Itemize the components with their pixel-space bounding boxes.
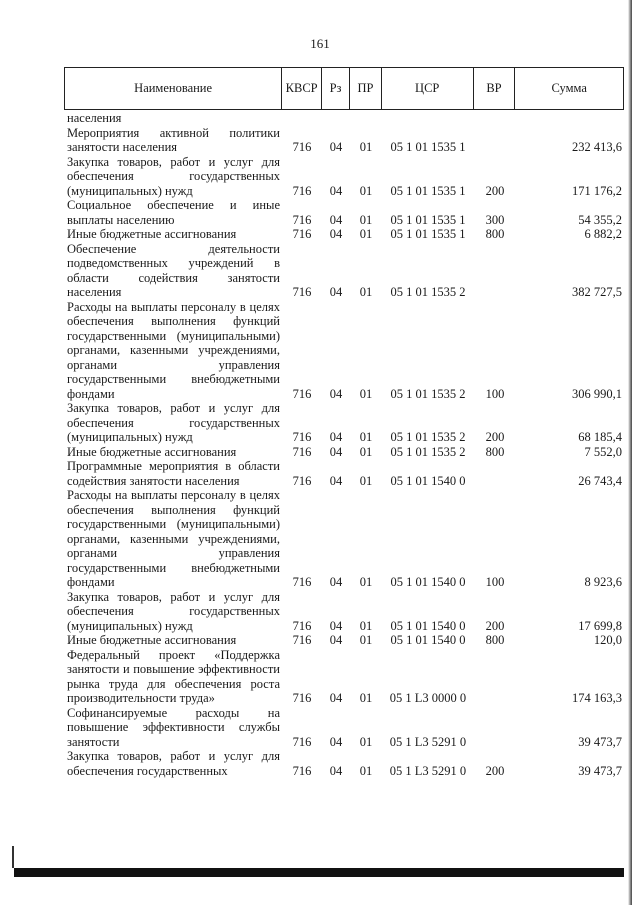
table-body [64, 111, 624, 778]
row-sum: 8 923,6 [584, 575, 622, 589]
row-rz: 04 [329, 386, 343, 401]
row-rz: 04 [329, 444, 343, 459]
header-pr: ПР [350, 68, 382, 109]
row-rz: 04 [329, 473, 343, 488]
row-name: Иные бюджетные ассигнования [67, 633, 237, 647]
table-row [64, 648, 624, 706]
row-rz: 04 [329, 227, 343, 241]
row-pr: 01 [359, 691, 373, 705]
row-kvsr: 716 [292, 633, 312, 647]
row-sum: 39 473,7 [578, 734, 622, 749]
row-csr: 05 1 L3 0000 0 [389, 691, 467, 705]
row-sum: 306 990,1 [572, 386, 622, 401]
table-header [64, 67, 624, 110]
page-number: 161 [310, 36, 330, 51]
row-rz: 04 [329, 618, 343, 633]
table-row [64, 242, 624, 300]
row-csr: 05 1 01 1535 1 [390, 212, 466, 227]
table-row [64, 126, 624, 155]
table-row [64, 401, 624, 445]
row-kvsr: 716 [292, 183, 312, 198]
table-row [64, 706, 624, 750]
table-row [64, 749, 624, 778]
row-pr: 01 [359, 633, 373, 647]
row-rz: 04 [329, 633, 343, 647]
row-csr: 05 1 01 1535 2 [390, 386, 466, 401]
row-rz: 04 [329, 285, 343, 299]
row-name: Расходы на выплаты персоналу в целях обеспечения выполнения функций государственными (муниципальными) органами, казенными учреждениями, органами управления государственными внебюджетными фондами [67, 488, 280, 589]
row-csr: 05 1 01 1535 2 [390, 285, 466, 299]
row-pr: 01 [359, 183, 373, 198]
row-pr: 01 [359, 763, 373, 778]
row-vr: 100 [485, 575, 505, 589]
row-kvsr: 716 [292, 227, 312, 241]
row-kvsr: 716 [292, 285, 312, 299]
row-vr: 800 [485, 633, 505, 647]
row-name: Закупка товаров, работ и услуг для обеспечения государственных [67, 749, 280, 778]
scan-right-edge [628, 0, 632, 905]
row-sum: 7 552,0 [584, 444, 622, 459]
row-sum: 382 727,5 [572, 285, 622, 299]
header-name: Наименование [65, 68, 282, 109]
row-sum: 68 185,4 [578, 430, 622, 444]
row-kvsr: 716 [292, 473, 312, 488]
row-rz: 04 [329, 430, 343, 444]
row-pr: 01 [359, 575, 373, 589]
row-vr: 100 [485, 386, 505, 401]
row-pr: 01 [359, 734, 373, 749]
row-name: Федеральный проект «Поддержка занятости и повышение эффективности рынка труда для обеспечения роста производительности труда» [67, 647, 280, 705]
row-sum: 39 473,7 [578, 763, 622, 778]
table-row [64, 111, 624, 126]
row-vr: 200 [485, 183, 505, 198]
row-csr: 05 1 01 1535 2 [390, 430, 466, 444]
header-csr: ЦСР [382, 68, 474, 109]
row-pr: 01 [359, 618, 373, 633]
row-name: Софинансируемые расходы на повышение эффективности службы занятости [67, 705, 280, 749]
row-vr: 300 [485, 212, 505, 227]
table-row [64, 488, 624, 590]
row-kvsr: 716 [292, 618, 312, 633]
scan-bottom-edge [14, 868, 624, 877]
row-vr: 200 [485, 763, 505, 778]
row-sum: 171 176,2 [572, 183, 622, 198]
row-pr: 01 [359, 227, 373, 241]
row-rz: 04 [329, 691, 343, 705]
row-kvsr: 716 [292, 763, 312, 778]
row-name: Закупка товаров, работ и услуг для обеспечения государственных (муниципальных) нужд [67, 401, 280, 444]
row-csr: 05 1 L3 5291 0 [389, 734, 467, 749]
table-row [64, 633, 624, 648]
row-sum: 120,0 [593, 633, 622, 647]
row-csr: 05 1 01 1535 1 [390, 140, 466, 154]
header-sum: Сумма [551, 81, 587, 95]
row-name: Закупка товаров, работ и услуг для обеспечения государственных (муниципальных) нужд [67, 154, 280, 198]
table-row [64, 155, 624, 199]
row-pr: 01 [359, 473, 373, 488]
row-vr: 800 [485, 444, 505, 459]
row-rz: 04 [329, 734, 343, 749]
row-vr: 200 [485, 430, 505, 444]
row-csr: 05 1 01 1540 0 [390, 633, 466, 647]
row-sum: 174 163,3 [572, 691, 622, 705]
row-csr: 05 1 L3 5291 0 [389, 763, 467, 778]
row-csr: 05 1 01 1535 2 [390, 444, 466, 459]
row-rz: 04 [329, 183, 343, 198]
header-kvsr: КВСР [282, 68, 322, 109]
row-name: Социальное обеспечение и иные выплаты населению [67, 198, 280, 227]
row-kvsr: 716 [292, 140, 312, 154]
row-rz: 04 [329, 212, 343, 227]
row-csr: 05 1 01 1535 1 [390, 183, 466, 198]
row-name: населения [67, 111, 122, 125]
table-row [64, 445, 624, 460]
row-name: Мероприятия активной политики занятости населения [67, 125, 280, 154]
row-kvsr: 716 [292, 212, 312, 227]
row-sum: 54 355,2 [578, 212, 622, 227]
header-vr: ВР [474, 68, 516, 109]
row-vr: 800 [485, 227, 505, 241]
row-kvsr: 716 [292, 691, 312, 705]
row-pr: 01 [359, 430, 373, 444]
row-name: Расходы на выплаты персоналу в целях обеспечения выполнения функций государственными (муниципальными) органами, казенными учреждениями, органами управления государственными внебюджетными фондами [67, 299, 280, 401]
row-pr: 01 [359, 140, 373, 154]
row-csr: 05 1 01 1540 0 [390, 618, 466, 633]
row-name: Программные мероприятия в области содействия занятости населения [67, 459, 280, 488]
row-rz: 04 [329, 140, 343, 154]
row-pr: 01 [359, 444, 373, 459]
row-name: Обеспечение деятельности подведомственных учреждений в области содействия занятости населения [67, 241, 280, 299]
table-row [64, 590, 624, 634]
row-sum: 6 882,2 [584, 227, 622, 241]
row-rz: 04 [329, 763, 343, 778]
row-kvsr: 716 [292, 430, 312, 444]
row-pr: 01 [359, 212, 373, 227]
row-name: Иные бюджетные ассигнования [67, 227, 237, 241]
row-csr: 05 1 01 1535 1 [390, 227, 466, 241]
row-kvsr: 716 [292, 386, 312, 401]
header-rz: Рз [322, 68, 350, 109]
row-kvsr: 716 [292, 575, 312, 589]
table-row [64, 300, 624, 402]
row-kvsr: 716 [292, 444, 312, 459]
row-vr: 200 [485, 618, 505, 633]
row-name: Иные бюджетные ассигнования [67, 444, 237, 459]
row-sum: 232 413,6 [572, 140, 622, 154]
table-row [64, 198, 624, 227]
row-name: Закупка товаров, работ и услуг для обеспечения государственных (муниципальных) нужд [67, 589, 280, 633]
row-csr: 05 1 01 1540 0 [390, 473, 466, 488]
row-pr: 01 [359, 285, 373, 299]
row-pr: 01 [359, 386, 373, 401]
row-kvsr: 716 [292, 734, 312, 749]
table-row [64, 227, 624, 242]
table-row [64, 459, 624, 488]
row-sum: 26 743,4 [578, 473, 622, 488]
row-csr: 05 1 01 1540 0 [390, 575, 466, 589]
scan-mark [12, 846, 14, 868]
row-sum: 17 699,8 [578, 618, 622, 633]
row-rz: 04 [329, 575, 343, 589]
